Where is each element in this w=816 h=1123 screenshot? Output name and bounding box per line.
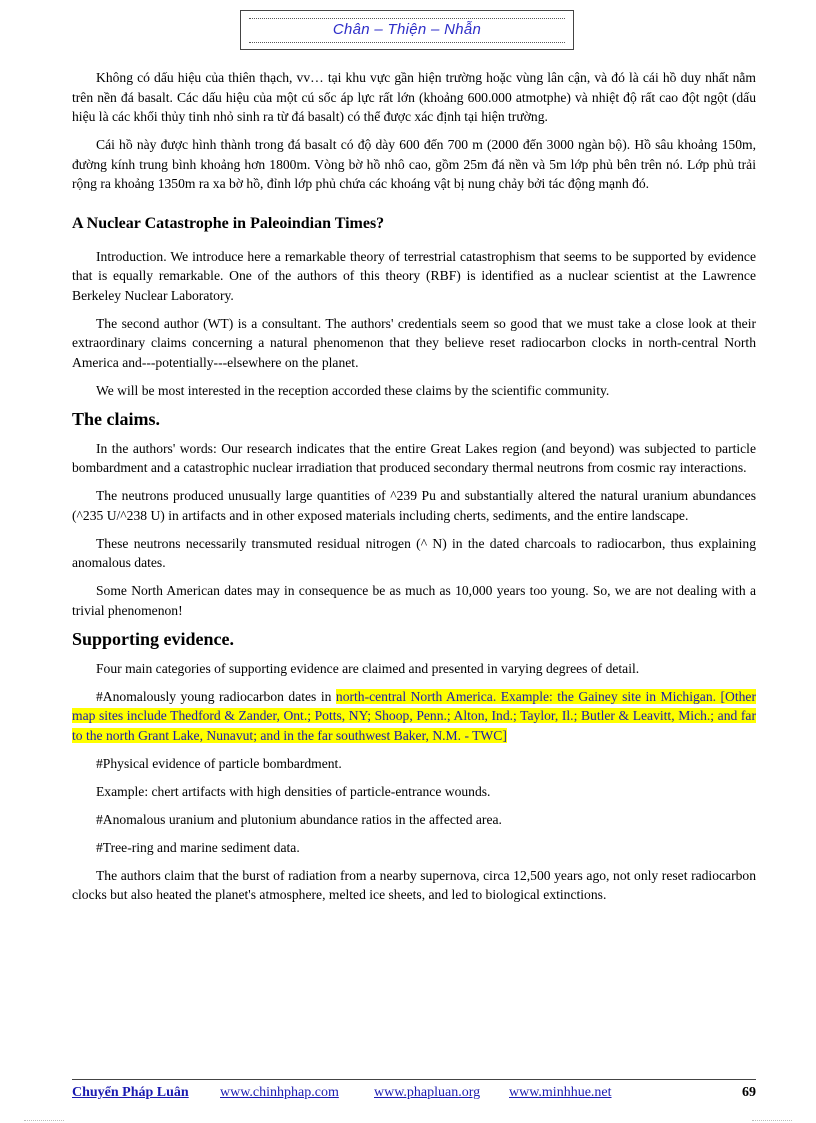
section-heading-claims: The claims.	[72, 408, 160, 429]
paragraph: Introduction. We introduce here a remarkable theory of terrestrial catastrophism that seems to be supported by evidence that is equally remarkable. One of the authors of this theory (RBF) is identified as a nuclear scientist at the Lawrence Berkeley Nuclear Laboratory.	[72, 248, 756, 303]
paragraph: The second author (WT) is a consultant. The authors' credentials seem so good that we must take a close look at their extraordinary claims concerning a natural phenomenon that they believe reset radiocarbon clocks in north-central North America and---potentially---elsewhere on the planet.	[72, 315, 756, 370]
paragraph: #Anomalous uranium and plutonium abundance ratios in the affected area.	[96, 811, 502, 827]
paragraph: Example: chert artifacts with high densities of particle-entrance wounds.	[96, 783, 491, 799]
paragraph: We will be most interested in the reception accorded these claims by the scientific community.	[96, 382, 610, 398]
paragraph: #Physical evidence of particle bombardment.	[96, 755, 342, 771]
paragraph: These neutrons necessarily transmuted residual nitrogen (^ N) in the dated charcoals to radiocarbon, thus explaining anomalous dates.	[72, 535, 756, 570]
paragraph: In the authors' words: Our research indicates that the entire Great Lakes region (and beyond) was subjected to particle bombardment and a catastrophic nuclear irradiation that produced secondary thermal neutrons from cosmic ray interactions.	[72, 440, 756, 475]
paragraph: The neutrons produced unusually large quantities of ^239 Pu and substantially altered the natural uranium abundances (^235 U/^238 U) in artifacts and in other exposed materials including cherts, sediments, and the entire landscape.	[72, 488, 756, 523]
page-header	[240, 10, 574, 50]
paragraph: The authors claim that the burst of radiation from a nearby supernova, circa 12,500 years ago, not only reset radiocarbon clocks but also heated the planet's atmosphere, melted ice sheets, and led to biological extinctions.	[72, 867, 756, 902]
paragraph-text: #Anomalously young radiocarbon dates in	[96, 688, 336, 704]
page-corner-mark-right	[752, 1120, 792, 1121]
page-corner-mark-left	[24, 1120, 64, 1121]
header-title: Chân – Thiện – Nhẫn	[332, 21, 482, 38]
paragraph: Cái hồ này được hình thành trong đá basalt có độ dày 600 đến 700 m (2000 đến 3000 ngàn bộ). Hồ sâu khoảng 150m, đường kính trung bình khoảng hơn 1800m. Vòng bờ hồ nhô cao, gồm 25m đá nền và 5m lớp phủ bên trên nó. Lớp phủ trải rộng ra khoảng 1350m ra xa bờ hồ, đỉnh lớp phủ chứa các khoáng vật bị nung chảy bởi tác động mạnh đó.	[72, 137, 756, 191]
header-dotted-line-bottom	[249, 42, 565, 43]
document-body	[72, 68, 756, 913]
section-heading-supporting-evidence: Supporting evidence.	[72, 628, 235, 649]
paragraph: Four main categories of supporting evidence are claimed and presented in varying degrees of detail.	[96, 660, 640, 676]
footer-brand-link[interactable]: Chuyển Pháp Luân	[72, 1085, 189, 1100]
footer-link-chinhphap[interactable]: www.chinhphap.com	[220, 1085, 339, 1100]
paragraph: #Tree-ring and marine sediment data.	[96, 839, 300, 855]
section-heading-nuclear-catastrophe: A Nuclear Catastrophe in Paleoindian Times?	[72, 214, 385, 232]
page-number: 69	[742, 1085, 756, 1100]
paragraph-with-highlight	[72, 687, 756, 746]
header-dotted-line-top	[249, 18, 565, 19]
footer-link-minhhue[interactable]: www.minhhue.net	[509, 1085, 612, 1100]
footer-divider	[72, 1079, 756, 1080]
footer-link-phapluan[interactable]: www.phapluan.org	[374, 1085, 481, 1100]
paragraph: Không có dấu hiệu của thiên thạch, vv… tại khu vực gần hiện trường hoặc vùng lân cận, và đó là cái hồ duy nhất nằm trên nền đá basalt. Các dấu hiệu của một cú sốc áp lực rất lớn (khoảng 600.000 atmotphe) và nhiệt độ rất cao đột ngột (dấu hiệu là các khối thủy tinh nhỏ sinh ra từ đá basalt) có thể được xác định tại hiện trường.	[72, 70, 756, 124]
paragraph: Some North American dates may in consequence be as much as 10,000 years too young. So, we are not dealing with a trivial phenomenon!	[72, 583, 756, 618]
highlighted-text: north-central North America. Example: the Gainey site in Michigan. [Other map sites include Thedford & Zander, Ont.; Potts, NY; Shoop, Penn.; Alton, Ind.; Taylor, Il.; Butler & Leavitt, Mich.; and far to the north Grant Lake, Nunavut; and in the far southwest Baker, N.M. - TWC]	[72, 688, 756, 743]
page-footer	[72, 1085, 756, 1105]
